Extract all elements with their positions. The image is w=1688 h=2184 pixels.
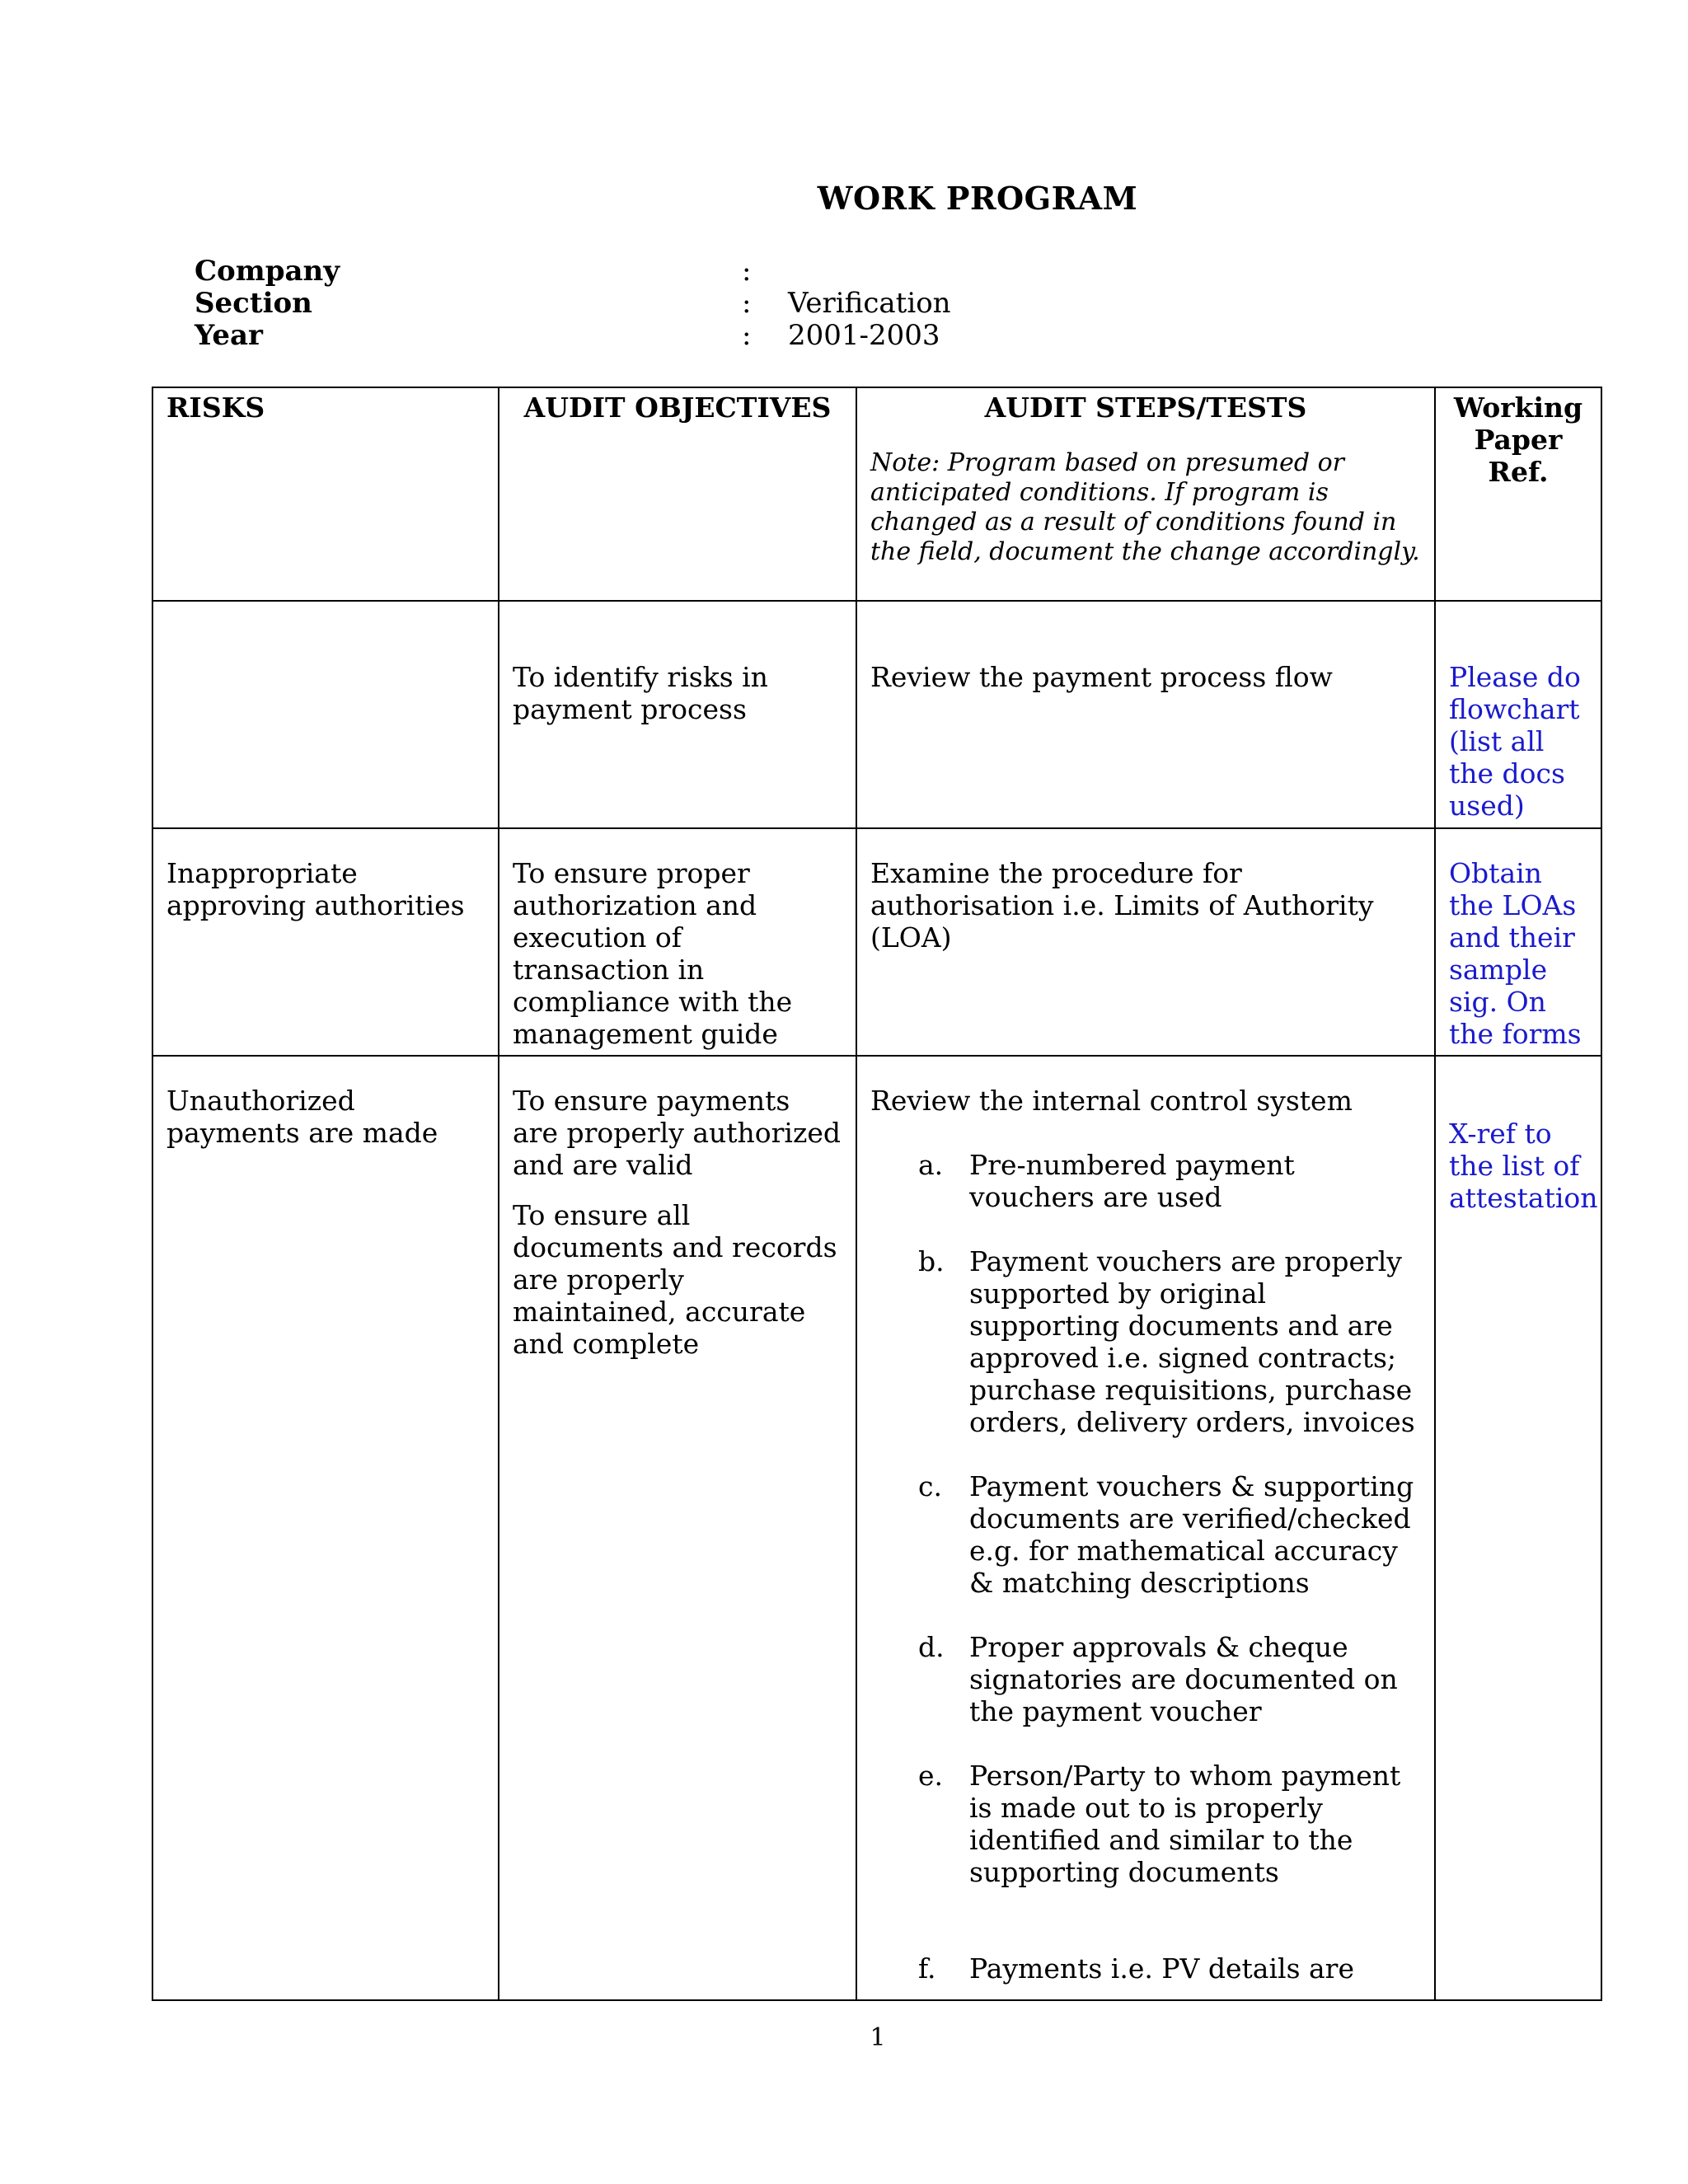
meta-value: Verification: [788, 287, 951, 320]
substep-letter: e.: [918, 1760, 944, 1792]
header-audit-steps-label: AUDIT STEPS/TESTS: [984, 391, 1307, 424]
substep-list: [870, 1149, 1421, 1985]
meta-colon: :: [742, 287, 752, 320]
substep-text: Pre-numbered payment vouchers are used: [969, 1149, 1295, 1213]
table-header-row: [152, 387, 1601, 601]
substep-letter: c.: [918, 1470, 942, 1502]
meta-label: Year: [195, 319, 263, 352]
page-title: WORK PROGRAM: [817, 180, 1138, 217]
substep-text: Payments i.e. PV details are: [969, 1952, 1354, 1985]
cell-step: Examine the procedure for authorisation i.e. Limits of Authority (LOA): [856, 828, 1435, 1056]
header-audit-objectives: AUDIT OBJECTIVES: [499, 387, 856, 601]
substep-item: [870, 1149, 1421, 1213]
cell-risk: Inappropriate approving authorities: [152, 828, 499, 1056]
substep-letter: a.: [918, 1149, 944, 1181]
substep-item: [870, 1760, 1421, 1888]
cell-ref: Please do flowchart (list all the docs used): [1435, 601, 1601, 828]
substep-text: Payment vouchers & supporting documents are verified/checked e.g. for mathematical accuracy & matching descriptions: [969, 1470, 1414, 1599]
ref-text: X-ref to the list of attestation: [1449, 1118, 1598, 1214]
substep-item: [870, 1470, 1421, 1599]
substep-item: [870, 1631, 1421, 1727]
meta-label: Company: [195, 255, 340, 288]
page-number: 1: [870, 2023, 886, 2052]
meta-section: [195, 288, 951, 320]
meta-year: [195, 320, 951, 352]
substep-letter: d.: [918, 1631, 945, 1663]
meta-colon: :: [742, 319, 752, 352]
cell-objective: To ensure proper authorization and execution of transaction in compliance with the management guide: [499, 828, 856, 1056]
table-row: [152, 828, 1601, 1056]
cell-step: [856, 1056, 1435, 2000]
meta-label: Section: [195, 287, 312, 320]
table-row: [152, 1056, 1601, 2000]
table-row: [152, 601, 1601, 828]
substep-text: Payment vouchers are properly supported by original supporting documents and are approved i.e. signed contracts; purchase requisitions, purchase orders, delivery orders, invoices: [969, 1245, 1415, 1438]
cell-ref: [1435, 1056, 1601, 2000]
substep-item: [870, 1952, 1421, 1985]
cell-step: Review the payment process flow: [856, 601, 1435, 828]
cell-objective: To identify risks in payment process: [499, 601, 856, 828]
cell-risk: Unauthorized payments are made: [152, 1056, 499, 2000]
cell-risk: [152, 601, 499, 828]
objective-text: To ensure payments are properly authorized and are valid: [513, 1085, 842, 1181]
cell-ref: Obtain the LOAs and their sample sig. On the forms: [1435, 828, 1601, 1056]
header-audit-steps: [856, 387, 1435, 601]
header-risks: RISKS: [152, 387, 499, 601]
substep-letter: f.: [918, 1952, 936, 1985]
objective-text-2: To ensure all documents and records are properly maintained, accurate and complete: [513, 1199, 837, 1360]
cell-objective: [499, 1056, 856, 2000]
substep-letter: b.: [918, 1245, 945, 1277]
header-working-paper-ref: Working Paper Ref.: [1435, 387, 1601, 601]
substep-text: Proper approvals & cheque signatories are documented on the payment voucher: [969, 1631, 1398, 1727]
header-steps-note: Note: Program based on presumed or anticipated conditions. If program is changed as a result of conditions found in the field, document the change accordingly.: [870, 448, 1420, 566]
document-meta: [195, 255, 951, 352]
step-text: Review the internal control system: [870, 1085, 1353, 1117]
meta-colon: :: [742, 255, 752, 288]
meta-value: 2001-2003: [788, 319, 940, 352]
work-program-table: [152, 387, 1602, 2001]
substep-text: Person/Party to whom payment is made out to is properly identified and similar to the supporting documents: [969, 1760, 1401, 1888]
substep-item: [870, 1245, 1421, 1438]
meta-company: [195, 255, 951, 288]
